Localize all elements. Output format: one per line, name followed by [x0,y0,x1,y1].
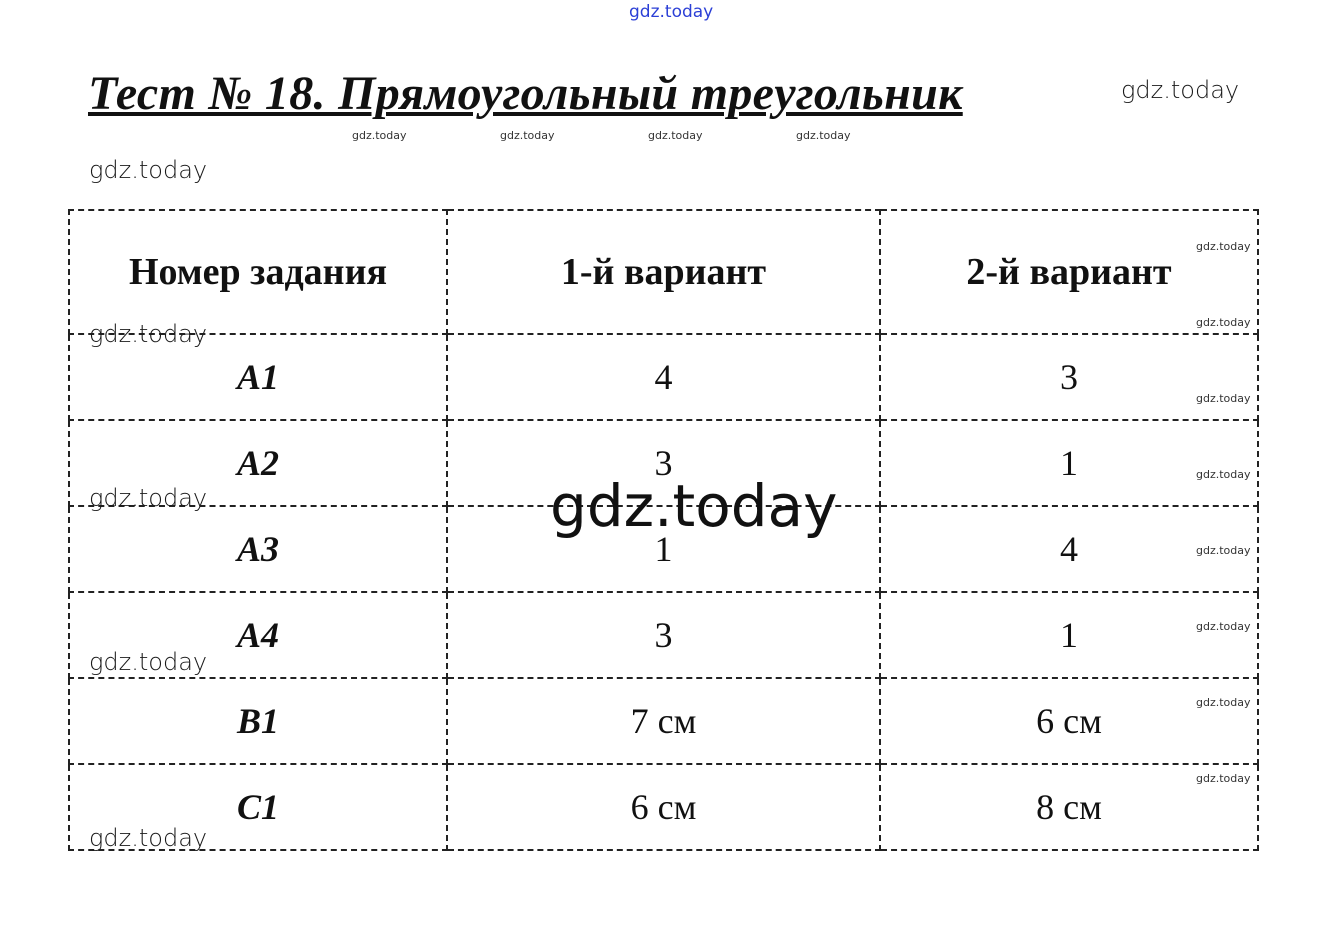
header-variant-2: 2-й вариант [880,210,1258,334]
variant-2-answer: 6 см [880,678,1258,764]
watermark: gdz.today [1196,772,1251,785]
task-cell: A1 [69,334,447,420]
variant-1-answer: 3 [447,592,880,678]
variant-1-answer: 7 см [447,678,880,764]
variant-2-answer: 3 [880,334,1258,420]
watermark: gdz.today [1196,620,1251,633]
table-row [69,592,1258,678]
watermark: gdz.today [648,129,703,142]
table-header-row [69,210,1258,334]
variant-1-answer: 4 [447,334,880,420]
variant-2-answer: 8 см [880,764,1258,850]
task-cell: C1 [69,764,447,850]
table-row [69,764,1258,850]
watermark: gdz.today [1196,544,1251,557]
variant-2-answer: 1 [880,420,1258,506]
task-cell: B1 [69,678,447,764]
watermark: gdz.today [1121,76,1240,104]
watermark: gdz.today [89,320,208,348]
header-task-number: Номер задания [69,210,447,334]
page-title: Тест № 18. Прямоугольный треугольник [88,67,963,120]
table-row [69,334,1258,420]
variant-1-answer: 3 [447,420,880,506]
watermark: gdz.today [796,129,851,142]
variant-1-answer: 6 см [447,764,880,850]
header-variant-1: 1-й вариант [447,210,880,334]
watermark-top: gdz.today [629,2,714,22]
task-cell: A3 [69,506,447,592]
watermark: gdz.today [1196,392,1251,405]
variant-1-answer: 1 [447,506,880,592]
watermark: gdz.today [1196,696,1251,709]
watermark: gdz.today [89,648,208,676]
watermark: gdz.today [500,129,555,142]
watermark-large: gdz.today [550,472,838,540]
variant-2-answer: 1 [880,592,1258,678]
watermark: gdz.today [1196,240,1251,253]
task-cell: A4 [69,592,447,678]
variant-2-answer: 4 [880,506,1258,592]
table-row [69,678,1258,764]
task-cell: A2 [69,420,447,506]
watermark: gdz.today [89,156,208,184]
watermark: gdz.today [89,824,208,852]
watermark: gdz.today [1196,316,1251,329]
watermark: gdz.today [89,484,208,512]
watermark: gdz.today [1196,468,1251,481]
watermark: gdz.today [352,129,407,142]
